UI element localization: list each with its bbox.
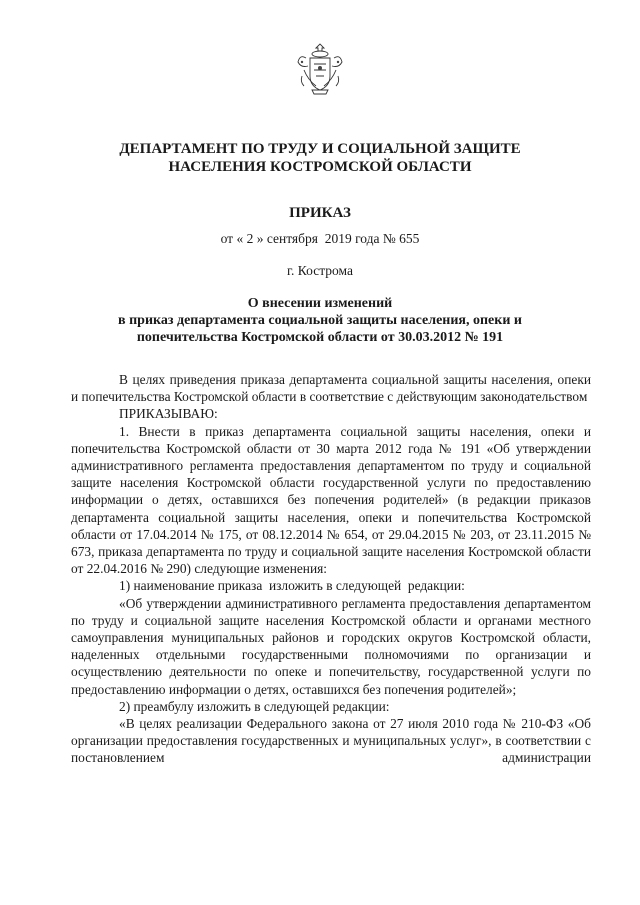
paragraph-3: «Об утверждении административного регламента предоставления департаментом по труду и социальной защите населения Костромской области и органами местного самоуправления муниципальных районов и городских округов Костромской области, наделенных отдельными государственными полномочиями по организации и осуществлению деятельности по опеке и попечительству, государственной услуги по предоставлению информации о детях, оставшихся без попечения родителей»; (71, 595, 591, 697)
city: г. Кострома (287, 263, 353, 278)
paragraph-4: 2) преамбулу изложить в следующей редакции: (119, 698, 390, 714)
coat-of-arms-icon (296, 42, 344, 96)
subject-line3: попечительства Костромской области от 30.03.2012 № 191 (136, 330, 504, 345)
subject-title (0, 295, 640, 346)
paragraph-5: «В целях реализации Федерального закона от 27 июля 2010 года № 210-ФЗ «Об организации предоставления государственных и муниципальных услуг», в соответствии с постановлением администрации (71, 716, 591, 766)
intro-paragraph: В целях приведения приказа департамента социальной защиты населения, опеки и попечительства Костромской области в соответствие с действующим законодательством (71, 372, 591, 405)
subject-line2: в приказ департамента социальной защиты населения, опеки и (118, 313, 522, 328)
department-name (0, 140, 640, 176)
document-type: ПРИКАЗ (289, 205, 351, 221)
paragraph-1: 1. Внести в приказ департамента социальной защиты населения, опеки и попечительства Костромской области от 30 марта 2012 года № 191 «Об утверждении административного регламента предоставления департаментом по труду и социальной защите населения Костромской области государственной услуги по предоставлению информации о детях, оставшихся без попечения родителей» (в редакции приказов департамента социальной защиты населения, опеки и попечительства Костромской области от 17.04.2014 № 175, от 08.12.2014 № 654, от 29.04.2015 № 203, от 23.11.2015 № 673, приказа департамента по труду и социальной защите населения Костромской области от 22.04.2016 № 290) следующие изменения: (71, 423, 591, 577)
date-and-number: от « 2 » сентября 2019 года № 655 (220, 231, 420, 246)
department-name-line2: НАСЕЛЕНИЯ КОСТРОМСКОЙ ОБЛАСТИ (168, 159, 472, 175)
orders-heading: ПРИКАЗЫВАЮ: (119, 406, 218, 422)
paragraph-2: 1) наименование приказа изложить в следующей редакции: (119, 578, 465, 594)
document-body (71, 371, 591, 767)
department-name-line1: ДЕПАРТАМЕНТ ПО ТРУДУ И СОЦИАЛЬНОЙ ЗАЩИТЕ (119, 141, 521, 157)
subject-line1: О внесении изменений (247, 296, 393, 311)
